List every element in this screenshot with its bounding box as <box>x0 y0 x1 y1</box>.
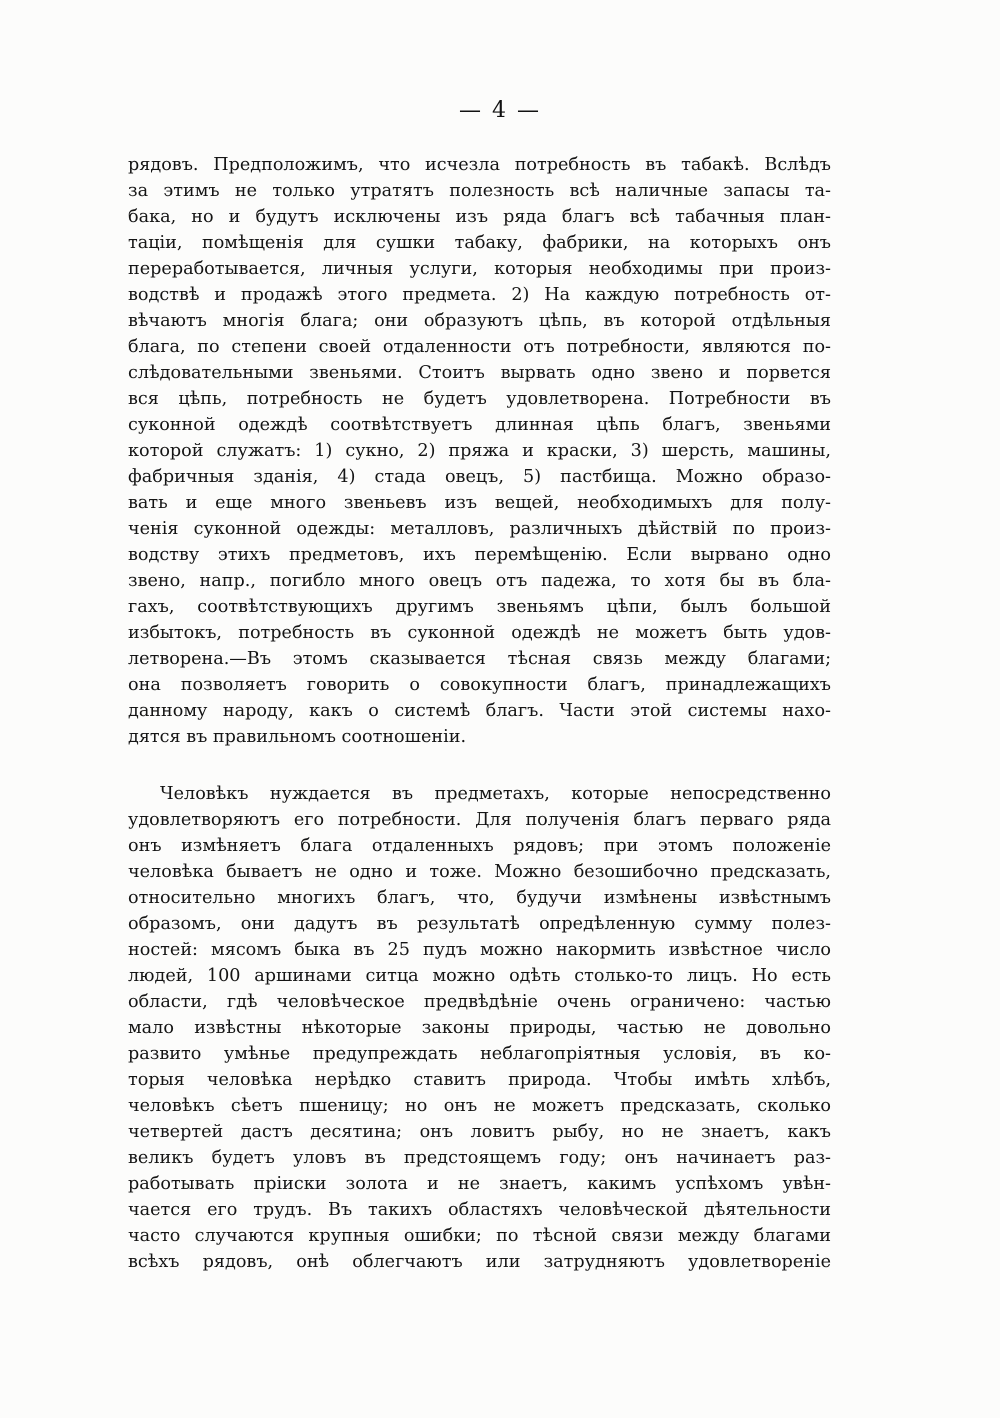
text-line: звено, напр., погибло много овецъ отъ падежа, то хотя бы въ бла- <box>128 571 831 591</box>
text-line: переработывается, личныя услуги, которыя необходимы при произ- <box>128 259 831 279</box>
text-line: ностей: мясомъ быка въ 25 пудъ можно накормить извѣстное число <box>128 940 831 960</box>
text-line: развито умѣнье предупреждать неблагопріятныя условія, въ ко- <box>128 1044 831 1064</box>
text-line: работывать пріиски золота и не знаетъ, какимъ успѣхомъ увѣн- <box>128 1174 831 1194</box>
page-number: — 4 — <box>459 98 541 123</box>
text-line: она позволяетъ говорить о совокупности благъ, принадлежащихъ <box>128 675 831 695</box>
text-line: часто случаются крупныя ошибки; по тѣсной связи между благами <box>128 1226 831 1246</box>
text-line: слѣдовательными звеньями. Стоитъ вырвать одно звено и порвется <box>128 363 831 383</box>
text-line: гахъ, соотвѣтствующихъ другимъ звеньямъ цѣпи, былъ большой <box>128 597 831 617</box>
text-line: торыя человѣка нерѣдко ставитъ природа. Чтобы имѣть хлѣбъ, <box>128 1070 831 1090</box>
text-line: водствѣ и продажѣ этого предмета. 2) На каждую потребность от- <box>128 285 831 305</box>
paragraph-1 <box>128 152 831 750</box>
text-line: образомъ, они дадутъ въ результатѣ опредѣленную сумму полез- <box>128 914 831 934</box>
text-line: фабричныя зданія, 4) стада овецъ, 5) пастбища. Можно образо- <box>128 467 831 487</box>
text-line: мало извѣстны нѣкоторые законы природы, частью не довольно <box>128 1018 831 1038</box>
text-line: данному народу, какъ о системѣ благъ. Части этой системы нахо- <box>128 701 831 721</box>
text-line: чается его трудъ. Въ такихъ областяхъ человѣческой дѣятельности <box>128 1200 831 1220</box>
text-line: вѣчаютъ многія блага; они образуютъ цѣпь, въ которой отдѣльныя <box>128 311 831 331</box>
text-line: блага, по степени своей отдаленности отъ потребности, являются по- <box>128 337 831 357</box>
text-line: человѣка бываетъ не одно и тоже. Можно безошибочно предсказать, <box>128 862 831 882</box>
text-line: ченія суконной одежды: металловъ, различныхъ дѣйствій по произ- <box>128 519 831 539</box>
text-line: области, гдѣ человѣческое предвѣдѣніе очень ограничено: частью <box>128 992 831 1012</box>
text-line: водству этихъ предметовъ, ихъ перемѣщенію. Если вырвано одно <box>128 545 831 565</box>
text-line: которой служатъ: 1) сукно, 2) пряжа и краски, 3) шерсть, машины, <box>128 441 831 461</box>
text-line: Человѣкъ нуждается въ предметахъ, которые непосредственно <box>160 784 831 804</box>
text-line: великъ будетъ уловъ въ предстоящемъ году; онъ начинаетъ раз- <box>128 1148 831 1168</box>
text-line: избытокъ, потребность въ суконной одеждѣ не можетъ быть удов- <box>128 623 831 643</box>
text-line: таціи, помѣщенія для сушки табаку, фабрики, на которыхъ онъ <box>128 233 831 253</box>
text-line: всѣхъ рядовъ, онѣ облегчаютъ или затрудняютъ удовлетвореніе <box>128 1252 831 1272</box>
text-line: бака, но и будутъ исключены изъ ряда благъ всѣ табачныя план- <box>128 207 831 227</box>
text-line: человѣкъ сѣетъ пшеницу; но онъ не можетъ предсказать, сколько <box>128 1096 831 1116</box>
text-line: дятся въ правильномъ соотношеніи. <box>128 727 467 747</box>
text-line: летворена.—Въ этомъ сказывается тѣсная связь между благами; <box>128 649 831 669</box>
text-line: за этимъ не только утратятъ полезность всѣ наличные запасы та- <box>128 181 831 201</box>
text-line: удовлетворяютъ его потребности. Для полученія благъ перваго ряда <box>128 810 831 830</box>
text-line: онъ измѣняетъ блага отдаленныхъ рядовъ; при этомъ положеніе <box>128 836 831 856</box>
paragraph-2 <box>128 781 831 1275</box>
text-line: рядовъ. Предположимъ, что исчезла потребность въ табакѣ. Вслѣдъ <box>128 155 831 175</box>
text-line: людей, 100 аршинами ситца можно одѣть столько-то лицъ. Но есть <box>128 966 831 986</box>
text-line: суконной одеждѣ соотвѣтствуетъ длинная цѣпь благъ, звеньями <box>128 415 831 435</box>
text-line: относительно многихъ благъ, что, будучи измѣнены извѣстнымъ <box>128 888 831 908</box>
text-line: вать и еще много звеньевъ изъ вещей, необходимыхъ для полу- <box>128 493 831 513</box>
text-line: вся цѣпь, потребность не будетъ удовлетворена. Потребности въ <box>128 389 831 409</box>
text-line: четвертей дастъ десятина; онъ ловитъ рыбу, но не знаетъ, какъ <box>128 1122 831 1142</box>
